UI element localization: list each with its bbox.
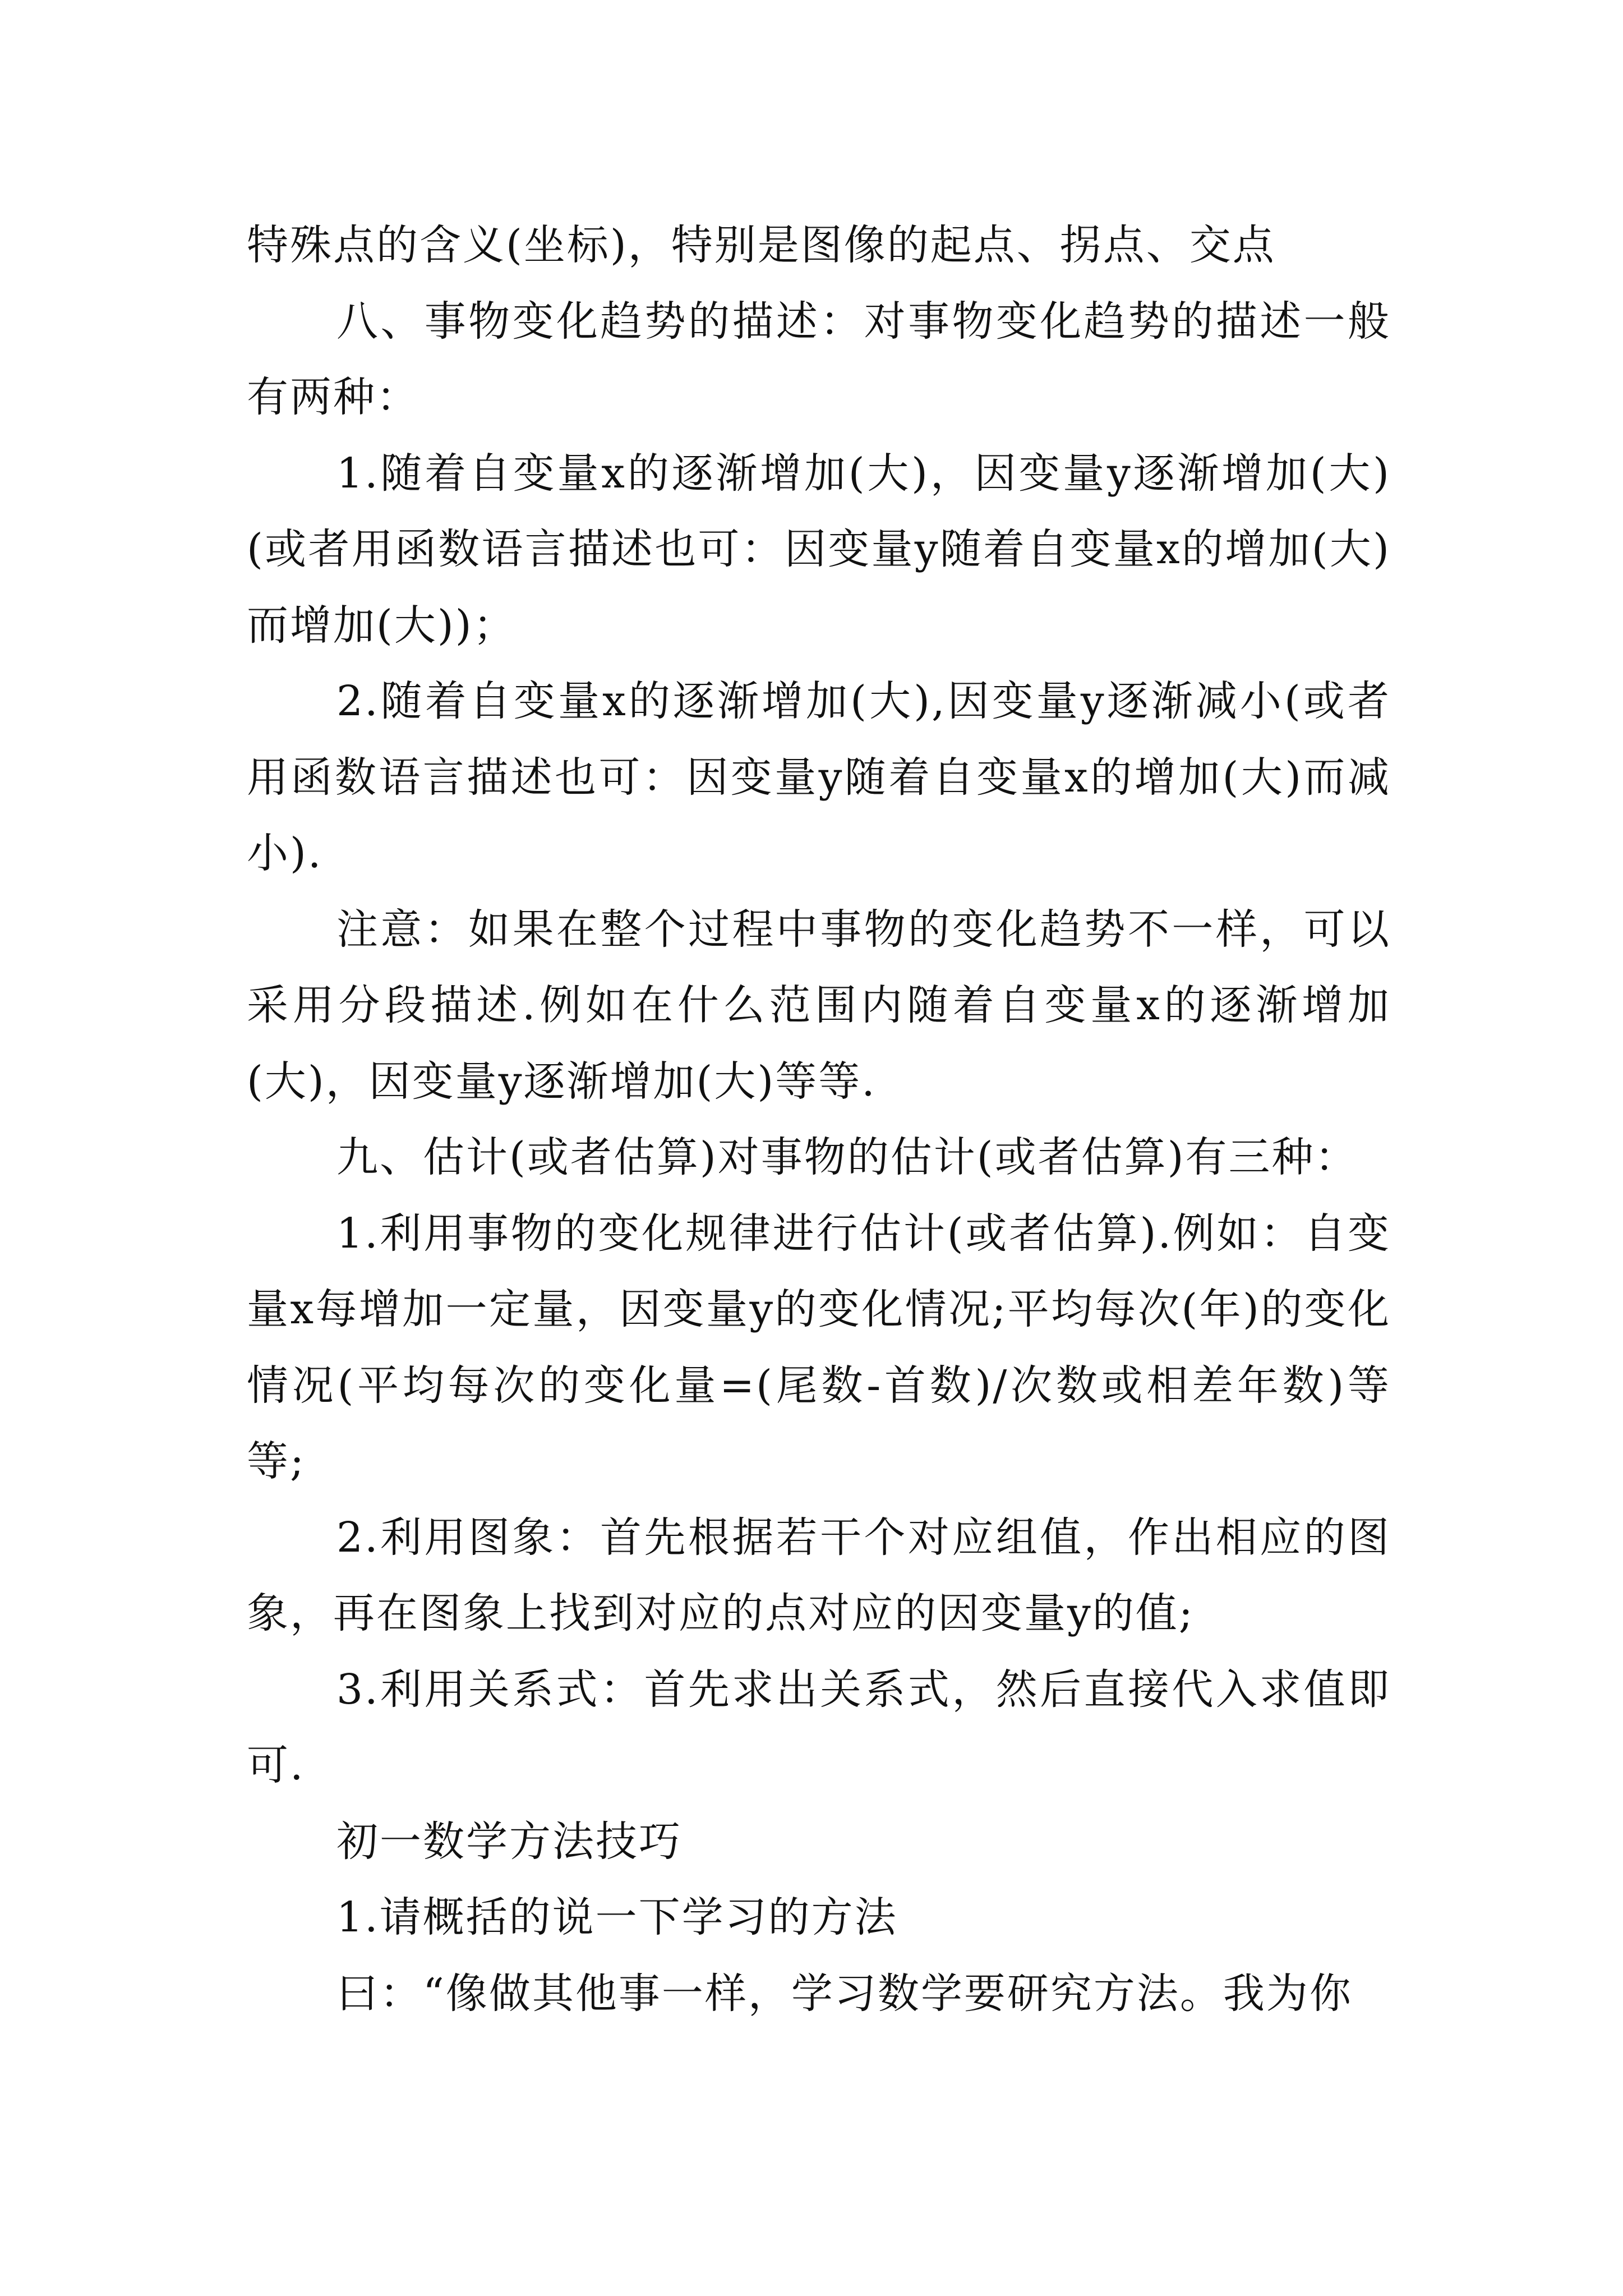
paragraph-4: 2.随着自变量x的逐渐增加(大),因变量y逐渐减小(或者用函数语言描述也可：因变量y随着自变量x的增加(大)而减小).	[247, 677, 1391, 877]
paragraph-3: 1.随着自变量x的逐渐增加(大)，因变量y逐渐增加(大)(或者用函数语言描述也可：因变量y随着自变量x的增加(大)而增加(大))；	[247, 449, 1391, 650]
paragraph-11: 1.请概括的说一下学习的方法	[336, 1893, 898, 1941]
paragraph-5: 注意：如果在整个过程中事物的变化趋势不一样，可以采用分段描述.例如在什么范围内随着自变量x的逐渐增加(大)，因变量y逐渐增加(大)等等.	[247, 905, 1391, 1106]
paragraph-2: 八、事物变化趋势的描述：对事物变化趋势的描述一般有两种：	[247, 297, 1391, 421]
paragraph-10: 初一数学方法技巧	[336, 1817, 682, 1866]
paragraph-8: 2.利用图象：首先根据若干个对应组值，作出相应的图象，再在图象上找到对应的点对应的因变量y的值;	[247, 1513, 1391, 1637]
paragraph-9: 3.利用关系式：首先求出关系式，然后直接代入求值即可.	[247, 1665, 1391, 1789]
paragraph-6: 九、估计(或者估算)对事物的估计(或者估算)有三种：	[336, 1133, 1358, 1181]
paragraph-12: 曰：“像做其他事一样，学习数学要研究方法。我为你	[336, 1969, 1353, 2018]
document-body	[247, 208, 1391, 2032]
paragraph-7: 1.利用事物的变化规律进行估计(或者估算).例如：自变量x每增加一定量，因变量y的变化情况;平均每次(年)的变化情况(平均每次的变化量=(尾数-首数)/次数或相差年数)等等;	[247, 1209, 1391, 1485]
paragraph-1: 特殊点的含义(坐标)，特别是图像的起点、拐点、交点	[247, 221, 1276, 269]
